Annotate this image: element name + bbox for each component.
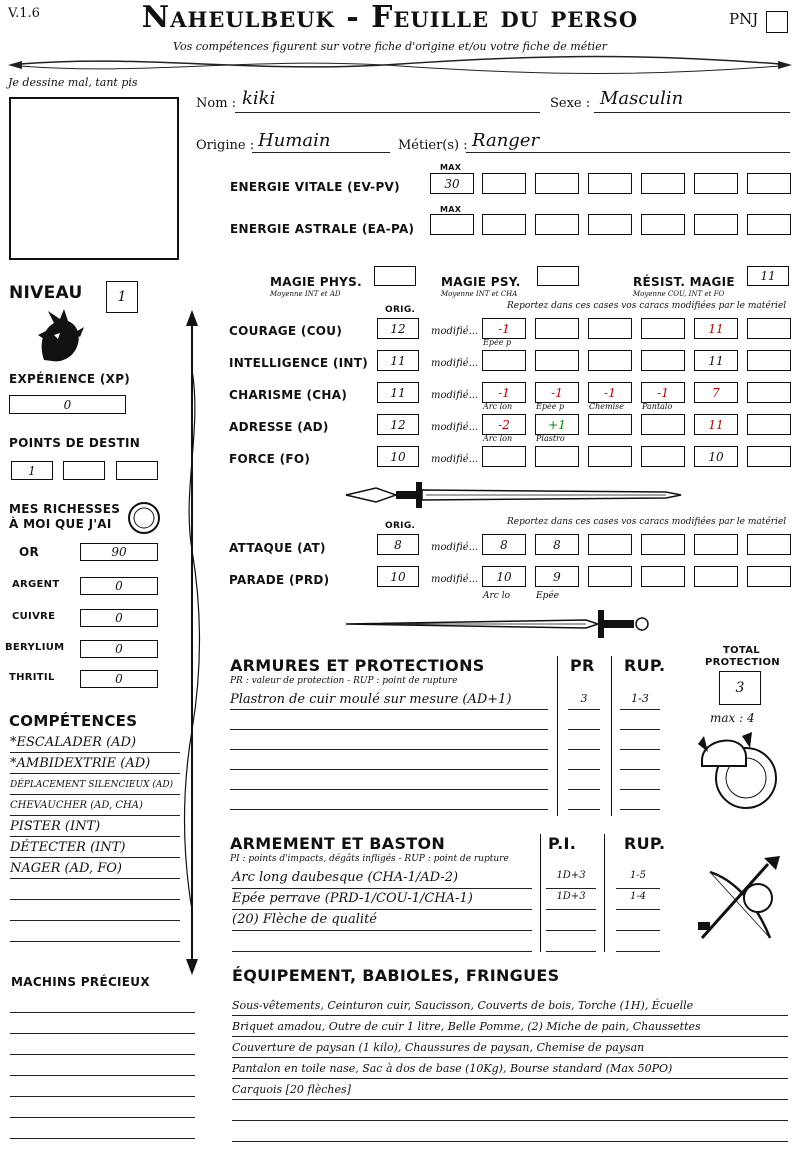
stat-mod-box[interactable]	[641, 414, 685, 435]
origine-field[interactable]: Humain	[258, 130, 331, 151]
ea-box[interactable]	[588, 214, 632, 235]
stat-mod-box[interactable]	[535, 318, 579, 339]
combat-mod-note: Epée	[536, 591, 559, 601]
modifie-label: modifié...	[431, 422, 479, 433]
ea-box[interactable]	[694, 214, 738, 235]
niveau-box[interactable]: 1	[106, 281, 138, 313]
pnj-label: PNJ	[729, 10, 759, 28]
armor-rup[interactable]	[620, 792, 660, 810]
equipment-title: ÉQUIPEMENT, BABIOLES, FRINGUES	[232, 966, 560, 985]
armor-subtitle: PR : valeur de protection - RUP : point de rupture	[230, 676, 458, 686]
armor-name[interactable]: Plastron de cuir moulé sur mesure (AD+1)	[230, 692, 548, 710]
stat-mod-box[interactable]	[747, 350, 791, 371]
machins-precieux-title: MACHINS PRÉCIEUX	[11, 975, 150, 989]
stat-mod-note: Plastro	[536, 434, 565, 443]
combat-mod-box[interactable]	[588, 566, 632, 587]
armor-name[interactable]	[230, 752, 548, 770]
stat-orig-box[interactable]: 11	[377, 382, 419, 403]
skill-line[interactable]	[10, 922, 180, 942]
coin-icon	[126, 500, 162, 536]
ev-box[interactable]	[641, 173, 685, 194]
skill-line[interactable]: CHEVAUCHER (AD, CHA)	[10, 796, 180, 816]
equipment-line[interactable]	[232, 1099, 788, 1121]
skill-line[interactable]: NAGER (AD, FO)	[10, 859, 180, 879]
stat-label: COURAGE (COU)	[229, 324, 343, 338]
combat-mod-box[interactable]	[747, 566, 791, 587]
skill-line[interactable]	[10, 880, 180, 900]
equipment-line[interactable]: Pantalon en toile nase, Sac à dos de base (10Kg), Bourse standard (Max 50PO)	[232, 1057, 788, 1079]
stat-mod-box[interactable]: 10	[694, 446, 738, 467]
armor-col-rup: RUP.	[624, 656, 666, 675]
combat-label: PARADE (PRD)	[229, 573, 330, 587]
equipment-line[interactable]: Briquet amadou, Outre de cuir 1 litre, Belle Pomme, (2) Miche de pain, Chaussettes	[232, 1015, 788, 1037]
resist-magie-label: RÉSIST. MAGIE	[633, 275, 735, 289]
weapon-name[interactable]: (20) Flèche de qualité	[232, 912, 532, 931]
destin-label: POINTS DE DESTIN	[9, 436, 141, 450]
weapon-rup[interactable]: 1-5	[616, 870, 660, 889]
page-title: Naheulbeuk - Feuille du perso	[141, 0, 639, 35]
total-protection-box[interactable]: 3	[719, 671, 761, 705]
stat-mod-box[interactable]	[588, 350, 632, 371]
destin-box-3[interactable]	[116, 461, 158, 480]
precious-line[interactable]	[10, 1012, 195, 1013]
sword-ornament	[336, 478, 686, 512]
weapons-title: ARMEMENT ET BASTON	[230, 834, 446, 853]
stat-mod-box[interactable]: 11	[694, 414, 738, 435]
niveau-label: NIVEAU	[9, 283, 83, 303]
weapons-col-pi: P.I.	[548, 834, 577, 853]
stat-mod-box[interactable]	[747, 414, 791, 435]
stat-mod-box[interactable]	[641, 318, 685, 339]
ev-box[interactable]	[747, 173, 791, 194]
resist-magie-sub: Moyenne COU, INT et FO	[633, 290, 725, 298]
magie-phys-sub: Moyenne INT et AD	[270, 290, 341, 298]
armor-rup[interactable]	[620, 732, 660, 750]
weapon-rup[interactable]: 1-4	[616, 891, 660, 910]
armor-pr[interactable]	[568, 712, 600, 730]
combat-mod-box[interactable]: 10	[482, 566, 526, 587]
skill-line[interactable]: *ESCALADER (AD)	[10, 733, 180, 753]
max-protection-label: max : 4	[710, 711, 755, 725]
richesses-label-1: MES RICHESSES	[9, 502, 121, 516]
stat-mod-note: Epée p	[536, 402, 565, 411]
stat-mod-note: Arc lon	[483, 434, 513, 443]
skill-line[interactable]	[10, 901, 180, 921]
stat-mod-box[interactable]	[588, 446, 632, 467]
stat-mod-box[interactable]	[747, 446, 791, 467]
modifie-label: modifié...	[431, 542, 479, 553]
stat-orig-box[interactable]: 12	[377, 414, 419, 435]
stat-mod-box[interactable]: -1	[588, 382, 632, 403]
orig-label-combat: ORIG.	[385, 521, 416, 531]
stat-mod-note: Epée p	[483, 338, 512, 347]
stat-orig-box[interactable]: 12	[377, 318, 419, 339]
armor-name[interactable]	[230, 792, 548, 810]
stat-mod-box[interactable]: -2	[482, 414, 526, 435]
wealth-label-thritil: THRITIL	[9, 672, 55, 683]
portrait-frame[interactable]	[9, 97, 179, 260]
precious-line[interactable]	[10, 1054, 195, 1055]
armor-name[interactable]	[230, 712, 548, 730]
combat-mod-box[interactable]: 8	[482, 534, 526, 555]
magie-psy-box[interactable]	[537, 266, 579, 286]
stat-mod-box[interactable]	[641, 446, 685, 467]
ev-box[interactable]	[588, 173, 632, 194]
stat-mod-box[interactable]: +1	[535, 414, 579, 435]
weapon-rup[interactable]	[616, 933, 660, 952]
combat-mod-box[interactable]: 8	[535, 534, 579, 555]
richesses-label-2: À MOI QUE J'AI	[9, 517, 112, 531]
ev-label: ENERGIE VITALE (EV-PV)	[230, 180, 400, 194]
orig-label-stats: ORIG.	[385, 305, 416, 315]
wealth-label-argent: ARGENT	[12, 579, 60, 590]
weapon-pi[interactable]: 1D+3	[546, 891, 596, 910]
armor-rup[interactable]: 1-3	[620, 692, 660, 710]
nom-field[interactable]: kiki	[242, 88, 276, 109]
metier-field[interactable]: Ranger	[472, 130, 540, 151]
ev-box[interactable]	[482, 173, 526, 194]
combat-mod-box[interactable]	[588, 534, 632, 555]
stat-mod-box[interactable]	[641, 350, 685, 371]
combat-mod-box[interactable]: 9	[535, 566, 579, 587]
stat-label: FORCE (FO)	[229, 452, 311, 466]
ea-box[interactable]	[747, 214, 791, 235]
modifie-label: modifié...	[431, 326, 479, 337]
weapon-name[interactable]: Epée perrave (PRD-1/COU-1/CHA-1)	[232, 891, 532, 910]
stat-mod-box[interactable]: -1	[641, 382, 685, 403]
combat-mod-note: Arc lo	[483, 591, 510, 601]
combat-mod-box[interactable]	[641, 534, 685, 555]
combat-mod-box[interactable]	[747, 534, 791, 555]
armor-pr[interactable]: 3	[568, 692, 600, 710]
helmet-shield-icon	[694, 726, 784, 812]
total-protection-label-1: TOTAL	[723, 645, 760, 656]
precious-line[interactable]	[10, 1096, 195, 1097]
ea-box[interactable]	[482, 214, 526, 235]
magie-phys-label: MAGIE PHYS.	[270, 275, 362, 289]
ea-box[interactable]	[535, 214, 579, 235]
ev-max-box[interactable]: 30	[430, 173, 474, 194]
stat-label: CHARISME (CHA)	[229, 388, 348, 402]
stat-mod-box[interactable]	[747, 318, 791, 339]
weapon-name[interactable]	[232, 933, 532, 952]
wealth-label-berylium: BERYLIUM	[5, 642, 65, 653]
armor-pr[interactable]	[568, 732, 600, 750]
armor-title: ARMURES ET PROTECTIONS	[230, 656, 485, 675]
stat-mod-box[interactable]: -1	[482, 318, 526, 339]
modifie-label: modifié...	[431, 454, 479, 465]
armor-rup[interactable]	[620, 752, 660, 770]
max-label-ev: MAX	[440, 163, 462, 172]
ea-max-box[interactable]	[430, 214, 474, 235]
stat-mod-box[interactable]	[482, 446, 526, 467]
armor-name[interactable]	[230, 772, 548, 790]
stat-mod-box[interactable]	[535, 446, 579, 467]
weapons-col-rup: RUP.	[624, 834, 666, 853]
max-label-ea: MAX	[440, 205, 462, 214]
precious-line[interactable]	[10, 1033, 195, 1034]
skill-line[interactable]: PISTER (INT)	[10, 817, 180, 837]
stat-mod-box[interactable]	[482, 350, 526, 371]
weapon-rup[interactable]	[616, 912, 660, 931]
ea-box[interactable]	[641, 214, 685, 235]
stat-mod-note: Arc lon	[483, 402, 513, 411]
stat-mod-box[interactable]	[535, 350, 579, 371]
stat-orig-box[interactable]: 11	[377, 350, 419, 371]
combat-orig-box[interactable]: 8	[377, 534, 419, 555]
dragon-icon	[34, 305, 86, 365]
ev-box[interactable]	[535, 173, 579, 194]
magie-psy-label: MAGIE PSY.	[441, 275, 521, 289]
crossed-weapons-icon	[690, 852, 790, 944]
stat-mod-box[interactable]	[747, 382, 791, 403]
armor-rup[interactable]	[620, 712, 660, 730]
ea-label: ENERGIE ASTRALE (EA-PA)	[230, 222, 415, 236]
stat-mod-box[interactable]: -1	[482, 382, 526, 403]
wealth-box-or[interactable]: 90	[80, 543, 158, 561]
weapon-pi[interactable]	[546, 933, 596, 952]
wealth-box-cuivre[interactable]: 0	[80, 609, 158, 627]
armor-pr[interactable]	[568, 772, 600, 790]
stat-label: INTELLIGENCE (INT)	[229, 356, 368, 370]
spear-ornament	[180, 310, 204, 975]
equipment-line[interactable]: Couverture de paysan (1 kilo), Chaussures de paysan, Chemise de paysan	[232, 1036, 788, 1058]
ev-box[interactable]	[694, 173, 738, 194]
equipment-line[interactable]	[232, 1120, 788, 1142]
wealth-box-berylium[interactable]: 0	[80, 640, 158, 658]
precious-line[interactable]	[10, 1138, 195, 1139]
competences-title: COMPÉTENCES	[9, 712, 138, 730]
wealth-label-or: OR	[19, 545, 40, 559]
page-subtitle: Vos compétences figurent sur votre fiche d'origine et/ou votre fiche de métier	[173, 40, 607, 53]
version-label: V.1.6	[8, 6, 40, 21]
skill-line[interactable]: DÉPLACEMENT SILENCIEUX (AD)	[10, 775, 180, 795]
modifie-label: modifié...	[431, 390, 479, 401]
stat-mod-box[interactable]: -1	[535, 382, 579, 403]
stats-note: Reportez dans ces cases vos caracs modifiées par le matériel	[507, 301, 787, 311]
skill-line[interactable]: *AMBIDEXTRIE (AD)	[10, 754, 180, 774]
stat-mod-box[interactable]	[588, 318, 632, 339]
stat-mod-note: Pantalo	[642, 402, 673, 411]
armor-rup[interactable]	[620, 772, 660, 790]
stat-mod-box[interactable]	[588, 414, 632, 435]
modifie-label: modifié...	[431, 358, 479, 369]
sword-ornament	[336, 608, 686, 642]
precious-line[interactable]	[10, 1117, 195, 1118]
armor-name[interactable]	[230, 732, 548, 750]
sexe-field[interactable]: Masculin	[600, 88, 684, 109]
portrait-caption: Je dessine mal, tant pis	[8, 76, 138, 89]
precious-line[interactable]	[10, 1075, 195, 1076]
experience-label: EXPÉRIENCE (XP)	[9, 372, 131, 386]
skill-line[interactable]: DÉTECTER (INT)	[10, 838, 180, 858]
metier-label: Métier(s) :	[398, 138, 468, 153]
armor-pr[interactable]	[568, 792, 600, 810]
combat-note: Reportez dans ces cases vos caracs modifiées par le matériel	[507, 517, 787, 527]
magie-psy-sub: Moyenne INT et CHA	[441, 290, 518, 298]
weapon-pi[interactable]	[546, 912, 596, 931]
sexe-label: Sexe :	[550, 96, 591, 111]
experience-box[interactable]: 0	[9, 395, 126, 414]
destin-box-1[interactable]: 1	[11, 461, 53, 480]
magie-phys-box[interactable]	[374, 266, 416, 286]
armor-col-pr: PR	[570, 656, 595, 675]
weapon-name[interactable]: Arc long daubesque (CHA-1/AD-2)	[232, 870, 532, 889]
armor-pr[interactable]	[568, 752, 600, 770]
stat-mod-box[interactable]: 7	[694, 382, 738, 403]
destin-box-2[interactable]	[63, 461, 105, 480]
stat-mod-note: Chemise	[589, 402, 624, 411]
stat-orig-box[interactable]: 10	[377, 446, 419, 467]
pnj-checkbox[interactable]	[766, 11, 788, 33]
modifie-label: modifié...	[431, 574, 479, 585]
wealth-box-argent[interactable]: 0	[80, 577, 158, 595]
weapon-pi[interactable]: 1D+3	[546, 870, 596, 889]
wealth-box-thritil[interactable]: 0	[80, 670, 158, 688]
combat-label: ATTAQUE (AT)	[229, 541, 326, 555]
equipment-line[interactable]: Carquois [20 flèches]	[232, 1078, 788, 1100]
combat-mod-box[interactable]	[694, 566, 738, 587]
total-protection-label-2: PROTECTION	[705, 657, 780, 668]
wealth-label-cuivre: CUIVRE	[12, 611, 56, 622]
stat-mod-box[interactable]: 11	[694, 318, 738, 339]
combat-mod-box[interactable]	[641, 566, 685, 587]
origine-label: Origine :	[196, 138, 255, 153]
stat-label: ADRESSE (AD)	[229, 420, 329, 434]
combat-mod-box[interactable]	[694, 534, 738, 555]
weapons-subtitle: PI : points d'impacts, dégâts infligés - RUP : point de rupture	[230, 854, 509, 864]
resist-magie-box[interactable]: 11	[747, 266, 789, 286]
stat-mod-box[interactable]: 11	[694, 350, 738, 371]
equipment-line[interactable]: Sous-vêtements, Ceinturon cuir, Saucisson, Couverts de bois, Torche (1H), Écuelle	[232, 994, 788, 1016]
nom-label: Nom :	[196, 96, 237, 111]
combat-orig-box[interactable]: 10	[377, 566, 419, 587]
